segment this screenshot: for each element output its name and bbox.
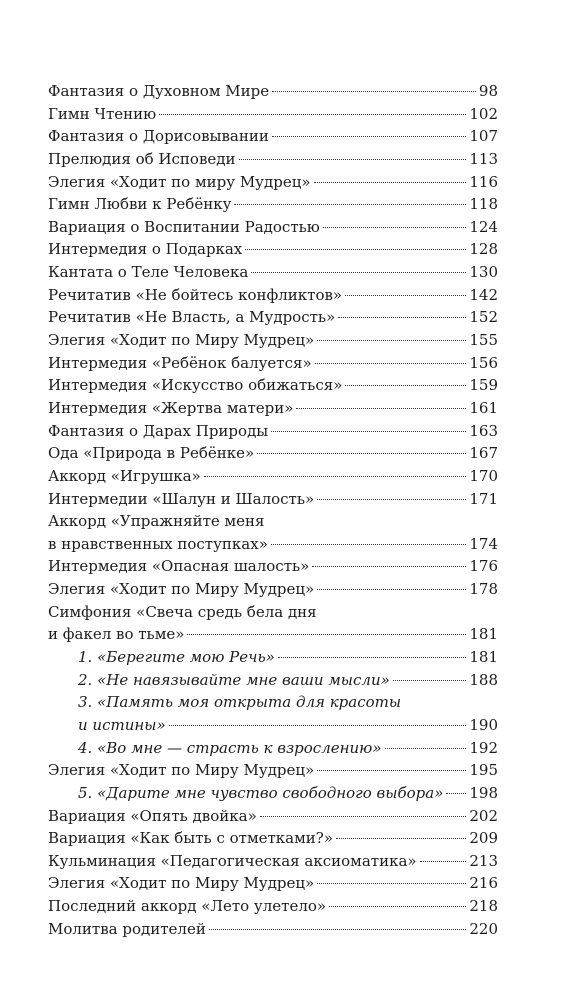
dot-leader	[345, 385, 466, 386]
toc-entry-page-number: 195	[469, 761, 498, 780]
dot-leader	[317, 340, 466, 341]
toc-entry-page-number: 128	[469, 240, 498, 259]
toc-entry	[48, 535, 498, 558]
toc-entry-page-number: 178	[469, 580, 498, 599]
dot-leader	[317, 883, 466, 884]
dot-leader	[317, 589, 466, 590]
toc-entry	[48, 897, 498, 920]
toc-entry-page-number: 220	[469, 919, 498, 938]
toc-entry	[48, 354, 498, 377]
toc-entry-page-number: 167	[469, 444, 498, 463]
toc-entry-page-number: 142	[469, 285, 498, 304]
toc-entry	[48, 422, 498, 445]
toc-entry-title: Элегия «Ходит по Миру Мудрец»	[48, 761, 315, 780]
toc-entry	[48, 444, 498, 467]
toc-entry	[48, 557, 498, 580]
toc-entry	[48, 603, 498, 626]
toc-entry	[48, 399, 498, 422]
dot-leader	[260, 816, 467, 817]
dot-leader	[296, 408, 466, 409]
toc-entry	[48, 240, 498, 263]
toc-entry	[48, 829, 498, 852]
toc-entry	[48, 784, 498, 807]
toc-entry	[48, 625, 498, 648]
toc-entry-title: Элегия «Ходит по Миру Мудрец»	[48, 874, 315, 893]
dot-leader	[314, 182, 467, 183]
toc-entry-title: Гимн Любви к Ребёнку	[48, 195, 232, 214]
toc-entry-page-number: 113	[469, 149, 498, 168]
dot-leader	[278, 657, 467, 658]
toc-entry-title: Вариация о Воспитании Радостью	[48, 217, 320, 236]
toc-entry	[48, 761, 498, 784]
toc-entry	[48, 807, 498, 830]
dot-leader	[257, 453, 466, 454]
dot-leader	[446, 793, 466, 794]
toc-entry-title: Интермедия «Опасная шалость»	[48, 557, 310, 576]
toc-entry-title: Фантазия о Дарах Природы	[48, 421, 269, 440]
toc-entry	[48, 490, 498, 513]
dot-leader	[393, 680, 467, 681]
dot-leader	[272, 136, 466, 137]
toc-entry	[48, 739, 498, 762]
toc-entry-page-number: 171	[469, 489, 498, 508]
toc-entry-title: 5. «Дарите мне чувство свободного выбора»	[78, 783, 444, 802]
toc-entry	[48, 852, 498, 875]
toc-entry	[48, 127, 498, 150]
toc-entry-title: Аккорд «Упражняйте меня	[48, 512, 265, 531]
toc-entry-page-number: 198	[469, 783, 498, 802]
toc-entry	[48, 376, 498, 399]
toc-entry-title: Кульминация «Педагогическая аксиоматика»	[48, 851, 417, 870]
dot-leader	[317, 770, 466, 771]
dot-leader	[159, 114, 466, 115]
toc-entry-page-number: 163	[469, 421, 498, 440]
toc-entry	[48, 716, 498, 739]
toc-entry-title: 2. «Не навязывайте мне ваши мысли»	[78, 670, 390, 689]
toc-entry-page-number: 159	[469, 376, 498, 395]
toc-entry-title: Вариация «Опять двойка»	[48, 806, 257, 825]
dot-leader	[336, 838, 466, 839]
toc-entry-page-number: 176	[469, 557, 498, 576]
dot-leader	[169, 725, 467, 726]
dot-leader	[234, 204, 466, 205]
toc-entry-page-number: 152	[469, 308, 498, 327]
toc-entry	[48, 218, 498, 241]
toc-entry	[48, 195, 498, 218]
toc-entry	[48, 263, 498, 286]
dot-leader	[385, 748, 467, 749]
dot-leader	[338, 317, 466, 318]
toc-entry-page-number: 107	[469, 127, 498, 146]
toc-entry	[48, 308, 498, 331]
toc-entry	[48, 671, 498, 694]
toc-entry-title: Молитва родителей	[48, 919, 206, 938]
toc-entry-page-number: 174	[469, 534, 498, 553]
toc-entry-page-number: 156	[469, 353, 498, 372]
toc-entry-title: Элегия «Ходит по миру Мудрец»	[48, 172, 311, 191]
toc-entry-title: 4. «Во мне — страсть к взрослению»	[78, 738, 382, 757]
toc-entry-page-number: 130	[469, 263, 498, 282]
toc-entry-title: Фантазия о Дорисовывании	[48, 127, 269, 146]
toc-entry-title: Интермедия о Подарках	[48, 240, 243, 259]
toc-entry-title: Интермедии «Шалун и Шалость»	[48, 489, 315, 508]
dot-leader	[272, 91, 476, 92]
dot-leader	[317, 499, 466, 500]
toc-entry-page-number: 170	[469, 466, 498, 485]
toc-entry-title: Интермедия «Искусство обижаться»	[48, 376, 343, 395]
toc-entry-title: Фантазия о Духовном Мире	[48, 82, 270, 100]
toc-entry	[48, 920, 498, 943]
toc-entry-title: Интермедия «Жертва матери»	[48, 398, 294, 417]
toc-entry-page-number: 209	[469, 829, 498, 848]
toc-entry-title: Элегия «Ходит по Миру Мудрец»	[48, 331, 315, 350]
toc-entry-page-number: 98	[478, 82, 498, 100]
toc-entry	[48, 150, 498, 173]
toc-entry-page-number: 216	[469, 874, 498, 893]
dot-leader	[420, 861, 467, 862]
toc-entry-page-number: 116	[469, 172, 498, 191]
toc-entry	[48, 874, 498, 897]
dot-leader	[239, 159, 467, 160]
table-of-contents	[48, 82, 498, 942]
toc-entry-page-number: 202	[469, 806, 498, 825]
toc-entry	[48, 286, 498, 309]
toc-entry	[48, 173, 498, 196]
dot-leader	[245, 249, 466, 250]
dot-leader	[315, 363, 467, 364]
toc-entry	[48, 331, 498, 354]
toc-entry-title: Прелюдия об Исповеди	[48, 149, 236, 168]
toc-entry	[48, 82, 498, 105]
toc-entry	[48, 467, 498, 490]
toc-entry-title: Вариация «Как быть с отметками?»	[48, 829, 333, 848]
toc-entry-page-number: 192	[469, 738, 498, 757]
toc-entry-title: Аккорд «Игрушка»	[48, 466, 201, 485]
toc-entry-page-number: 181	[469, 648, 498, 667]
toc-entry-title: 1. «Берегите мою Речь»	[78, 648, 275, 667]
toc-entry	[48, 580, 498, 603]
toc-entry-page-number: 102	[469, 104, 498, 123]
toc-entry-page-number: 124	[469, 217, 498, 236]
dot-leader	[329, 906, 466, 907]
dot-leader	[209, 929, 467, 930]
toc-entry-page-number: 218	[469, 897, 498, 916]
toc-entry	[48, 693, 498, 716]
toc-entry-title: 3. «Память моя открыта для красоты	[78, 693, 402, 712]
toc-entry-title: в нравственных поступках»	[48, 534, 268, 553]
toc-entry-title: Ода «Природа в Ребёнке»	[48, 444, 255, 463]
toc-entry-page-number: 161	[469, 398, 498, 417]
toc-entry-page-number: 181	[469, 625, 498, 644]
toc-entry-page-number: 190	[469, 715, 498, 734]
dot-leader	[271, 544, 466, 545]
toc-entry-title: и истины»	[78, 715, 166, 734]
toc-entry-title: Гимн Чтению	[48, 104, 157, 123]
dot-leader	[204, 476, 467, 477]
dot-leader	[251, 272, 466, 273]
toc-entry	[48, 648, 498, 671]
toc-entry-page-number: 155	[469, 331, 498, 350]
toc-entry-title: Симфония «Свеча средь бела дня	[48, 602, 317, 621]
dot-leader	[312, 566, 466, 567]
toc-entry-page-number: 118	[469, 195, 498, 214]
toc-entry-page-number: 213	[469, 851, 498, 870]
toc-entry-title: Речитатив «Не Власть, а Мудрость»	[48, 308, 336, 327]
dot-leader	[271, 431, 466, 432]
toc-entry-title: Интермедия «Ребёнок балуется»	[48, 353, 312, 372]
dot-leader	[187, 634, 466, 635]
dot-leader	[345, 295, 466, 296]
toc-entry-title: Речитатив «Не бойтесь конфликтов»	[48, 285, 343, 304]
toc-entry	[48, 105, 498, 128]
toc-entry-title: Кантата о Теле Человека	[48, 263, 249, 282]
toc-entry-title: и факел во тьме»	[48, 625, 185, 644]
toc-entry-title: Последний аккорд «Лето улетело»	[48, 897, 327, 916]
toc-entry-title: Элегия «Ходит по Миру Мудрец»	[48, 580, 315, 599]
dot-leader	[323, 227, 466, 228]
toc-entry	[48, 512, 498, 535]
toc-entry-page-number: 188	[469, 670, 498, 689]
